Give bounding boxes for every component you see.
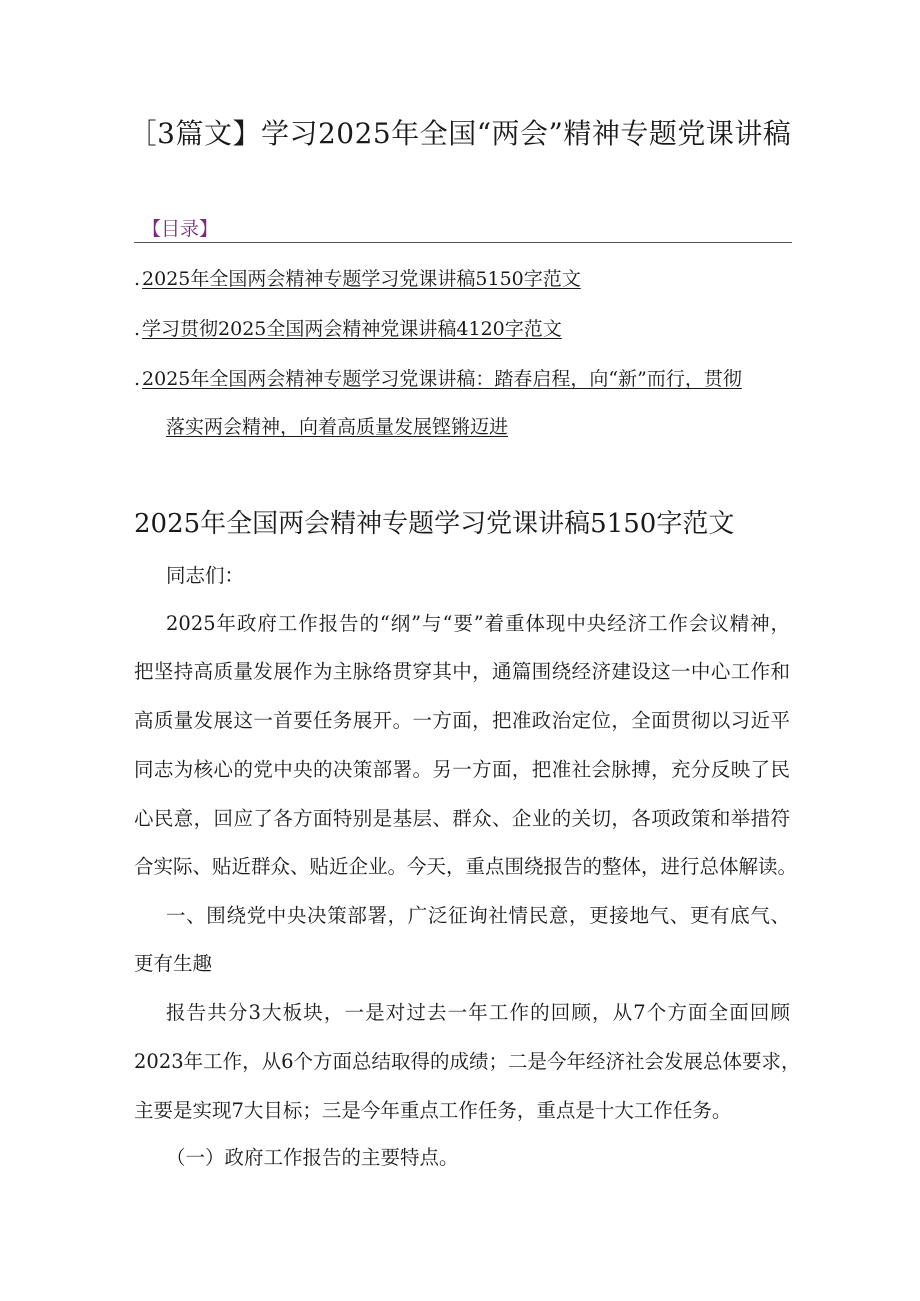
toc-item-2[interactable]: [134, 314, 562, 341]
toc-divider: [134, 242, 792, 243]
subheading: （一）政府工作报告的主要特点。: [166, 1146, 459, 1169]
toc-item-prefix: .: [134, 318, 141, 340]
paragraph-line: 报告共分3大板块，一是对过去一年工作的回顾，从7个方面全面回顾: [166, 1001, 790, 1024]
paragraph-line: 高质量发展这一首要任务展开。一方面，把准政治定位，全面贯彻以习近平: [134, 709, 790, 732]
paragraph-line: 把坚持高质量发展作为主脉络贯穿其中，通篇围绕经济建设这一中心工作和: [134, 660, 790, 683]
toc-item-1[interactable]: [134, 264, 581, 291]
toc-item-3-continuation[interactable]: 落实两会精神，向着高质量发展铿锵迈进: [166, 416, 509, 438]
paragraph-line: 2025年政府工作报告的“纲”与“要”着重体现中央经济工作会议精神，: [166, 612, 790, 635]
document-title: ［3篇文】学习2025年全国“两会”精神专题党课讲稿: [128, 117, 792, 150]
paragraph-line: 心民意，回应了各方面特别是基层、群众、企业的关切，各项政策和举措符: [134, 807, 790, 830]
toc-item-3[interactable]: [134, 364, 742, 391]
toc-item-link[interactable]: 2025年全国两会精神专题学习党课讲稿5150字范文: [142, 268, 581, 290]
heading-line: 一、围绕党中央决策部署，广泛征询社情民意，更接地气、更有底气、: [166, 904, 790, 927]
paragraph-line: 合实际、贴近群众、贴近企业。今天，重点围绕报告的整体，进行总体解读。: [134, 855, 798, 878]
greeting: 同志们：: [166, 564, 245, 587]
toc-item-link[interactable]: 2025年全国两会精神专题学习党课讲稿：踏春启程，向“新”而行，贯彻: [142, 368, 742, 390]
section-title: 2025年全国两会精神专题学习党课讲稿5150字范文: [134, 509, 735, 539]
paragraph-line: 同志为核心的党中央的决策部署。另一方面，把准社会脉搏，充分反映了民: [134, 758, 790, 781]
paragraph-line: 2023年工作，从6个方面总结取得的成绩；二是今年经济社会发展总体要求，: [134, 1050, 801, 1073]
paragraph-line: 主要是实现7大目标；三是今年重点工作任务，重点是十大工作任务。: [134, 1099, 732, 1122]
toc-item-prefix: .: [134, 368, 141, 390]
heading-line: 更有生趣: [134, 952, 213, 975]
toc-item-link[interactable]: 学习贯彻2025全国两会精神党课讲稿4120字范文: [142, 318, 562, 340]
toc-label: 【目录】: [142, 218, 219, 240]
toc-item-prefix: .: [134, 268, 141, 290]
